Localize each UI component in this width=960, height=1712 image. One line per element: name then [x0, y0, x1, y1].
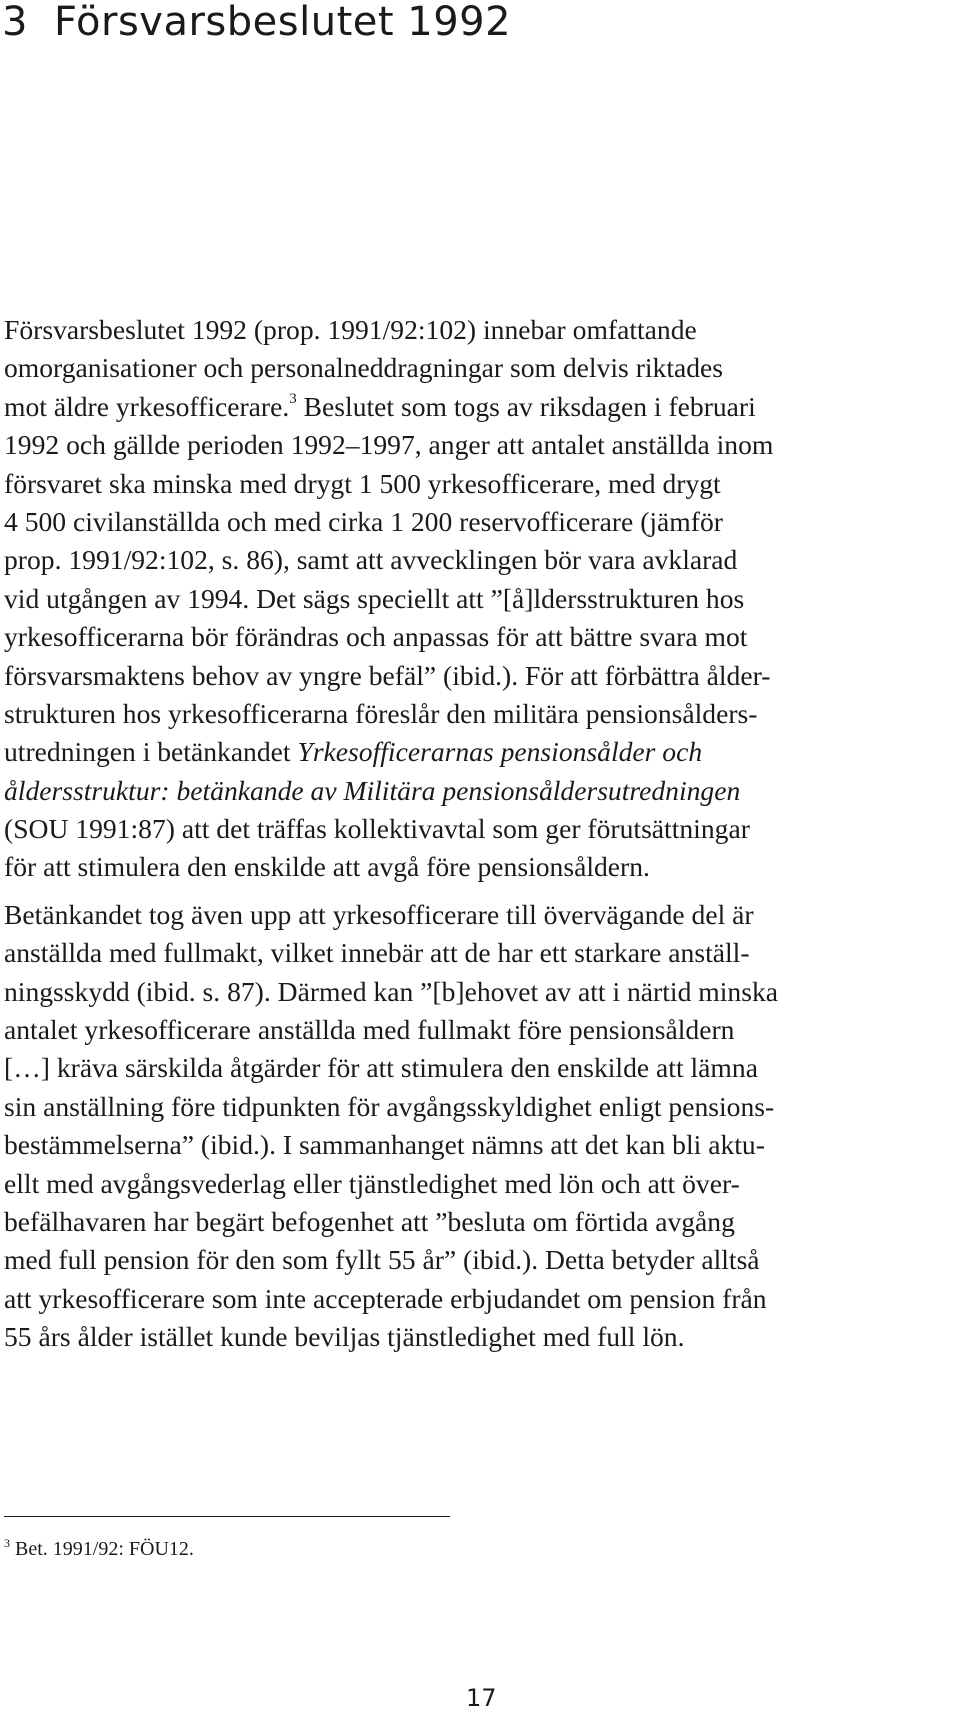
footnote: [4, 1536, 194, 1562]
text-line: ellt med avgångsvederlag eller tjänstledighet med lön och att över-: [4, 1167, 740, 1199]
report-title: Yrkesofficerarnas pensionsålder och: [297, 736, 703, 768]
paragraph-1: [4, 311, 956, 887]
text-line: 1992 och gällde perioden 1992–1997, anger att antalet anställda inom: [4, 429, 774, 461]
text-line: ningsskydd (ibid. s. 87). Därmed kan ”[b]ehovet av att i närtid minska: [4, 975, 778, 1007]
chapter-heading: [2, 0, 512, 45]
page-number: 17: [466, 1684, 497, 1712]
text-line: omorganisationer och personalneddragningar som delvis riktades: [4, 352, 724, 384]
text-line: Försvarsbeslutet 1992 (prop. 1991/92:102) innebar omfattande: [4, 314, 697, 345]
footnote-separator: [4, 1516, 450, 1517]
text-line: [4, 772, 956, 810]
text-line: strukturen hos yrkesofficerarna föreslår den militära pensionsålders-: [4, 697, 758, 729]
footnote-marker: 3: [4, 1536, 10, 1550]
text-line: vid utgången av 1994. Det sägs speciellt att ”[å]ldersstrukturen hos: [4, 582, 745, 614]
footnote-text: Bet. 1991/92: FÖU12.: [10, 1538, 194, 1560]
text-line: 55 års ålder istället kunde beviljas tjänstledighet med full lön.: [4, 1321, 685, 1353]
text-line: att yrkesofficerare som inte accepterade erbjudandet om pension från: [4, 1282, 767, 1314]
text-line: bestämmelserna” (ibid.). I sammanhanget nämns att det kan bli aktu-: [4, 1129, 765, 1161]
text-line: anställda med fullmakt, vilket innebär att de har ett starkare anställ-: [4, 937, 750, 969]
text-line: försvarsmaktens behov av yngre befäl” (ibid.). För att förbättra ålder-: [4, 659, 771, 691]
text-line: 4 500 civilanställda och med cirka 1 200 reservofficerare (jämför: [4, 505, 723, 537]
text-segment: utredningen i betänkandet: [4, 736, 298, 768]
text-line: [4, 733, 956, 771]
text-line: försvaret ska minska med drygt 1 500 yrkesofficerare, med drygt: [4, 467, 721, 499]
text-segment: Beslutet som togs av riksdagen i februari: [296, 390, 756, 422]
text-line: […] kräva särskilda åtgärder för att stimulera den enskilde att lämna: [4, 1052, 758, 1084]
text-segment: mot äldre yrkesofficerare.: [4, 390, 290, 422]
text-line: med full pension för den som fyllt 55 år” (ibid.). Detta betyder alltså: [4, 1244, 760, 1276]
text-line: (SOU 1991:87) att det träffas kollektivavtal som ger förutsättningar: [4, 813, 750, 845]
text-line: prop. 1991/92:102, s. 86), samt att avvecklingen bör vara avklarad: [4, 544, 738, 576]
paragraph-gap: [4, 887, 956, 896]
text-line: yrkesofficerarna bör förändras och anpassas för att bättre svara mot: [4, 621, 748, 653]
text-line: antalet yrkesofficerare anställda med fullmakt före pensionsåldern: [4, 1014, 735, 1046]
footnote-reference: 3: [289, 390, 297, 407]
paragraph-2: [4, 896, 956, 1357]
text-line: för att stimulera den enskilde att avgå före pensionsåldern.: [4, 851, 650, 883]
text-line: [4, 388, 956, 426]
text-line: sin anställning före tidpunkten för avgångsskyldighet enligt pensions-: [4, 1090, 775, 1122]
text-line: Betänkandet tog även upp att yrkesofficerare till övervägande del är: [4, 898, 754, 930]
chapter-number: 3: [2, 0, 28, 45]
body-text: [4, 311, 956, 1357]
report-title: åldersstruktur: betänkande av Militära pensionsåldersutredningen: [4, 774, 741, 806]
chapter-title: Försvarsbeslutet 1992: [53, 0, 512, 45]
text-line: befälhavaren har begärt befogenhet att ”besluta om förtida avgång: [4, 1205, 735, 1237]
